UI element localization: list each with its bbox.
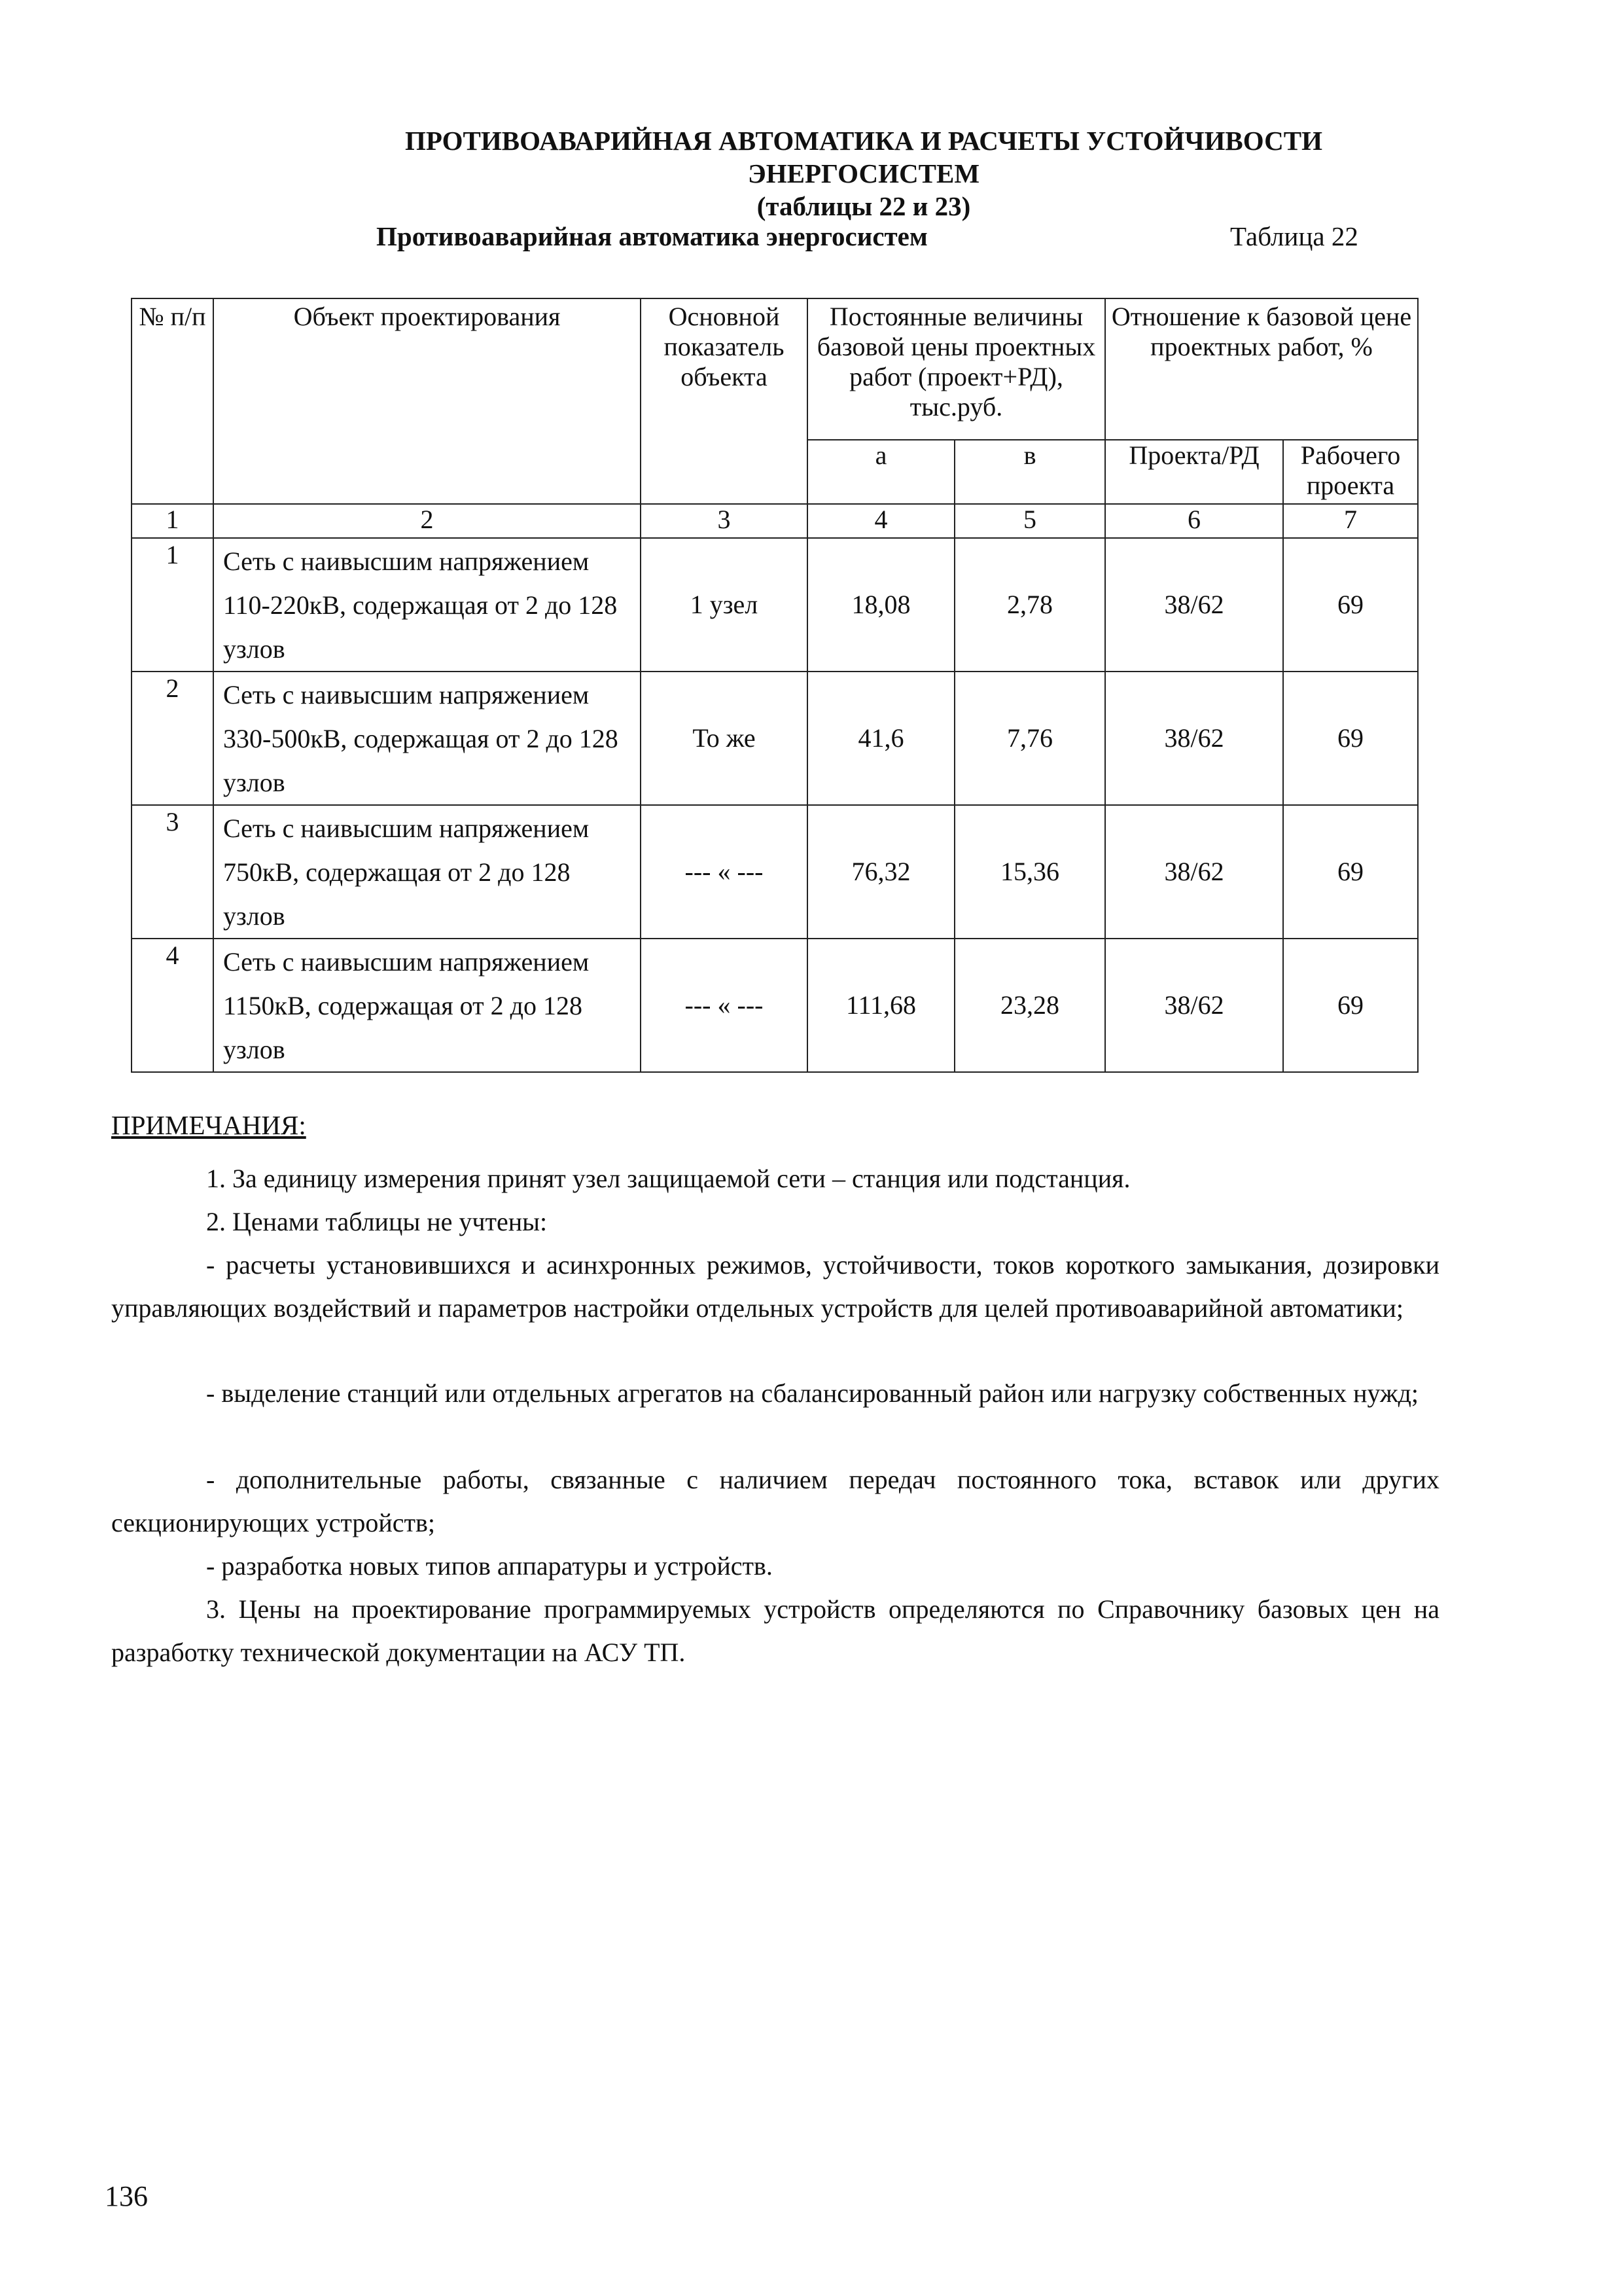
row-indicator: То же <box>641 672 807 805</box>
note-text: - разработка новых типов аппаратуры и устройств. <box>206 1551 773 1581</box>
row-a: 41,6 <box>807 672 955 805</box>
note-item <box>111 1200 1439 1244</box>
header-object: Объект проектирования <box>213 298 641 504</box>
row-ratio: 38/62 <box>1105 805 1283 939</box>
note-item <box>111 1157 1439 1200</box>
header-working: Рабочего проекта <box>1283 440 1418 504</box>
row-ratio: 38/62 <box>1105 672 1283 805</box>
price-table <box>131 298 1419 1073</box>
note-text: - дополнительные работы, связанные с наличием передач постоянного тока, вставок или других секционирующих устройств; <box>111 1465 1439 1537</box>
note-text: 1. За единицу измерения принят узел защищаемой сети – станция или подстанция. <box>206 1164 1131 1193</box>
col-number: 6 <box>1105 504 1283 538</box>
col-number: 4 <box>807 504 955 538</box>
notes-title: ПРИМЕЧАНИЯ: <box>111 1110 306 1140</box>
header-ratio: Отношение к базовой цене проектных работ, % <box>1105 298 1418 440</box>
row-ratio: 38/62 <box>1105 939 1283 1072</box>
header-indicator: Основной показатель объекта <box>641 298 807 504</box>
row-num: 4 <box>132 939 213 1072</box>
table-row <box>132 672 1418 805</box>
col-number: 1 <box>132 504 213 538</box>
row-working: 69 <box>1283 672 1418 805</box>
table-label: Таблица 22 <box>1230 221 1358 251</box>
row-object: Сеть с наивысшим напряжением 1150кВ, содержащая от 2 до 128 узлов <box>213 939 641 1072</box>
header-constants: Постоянные величины базовой цены проектных работ (проект+РД), тыс.руб. <box>807 298 1105 440</box>
document-title-line3: (таблицы 22 и 23) <box>756 191 971 221</box>
row-indicator: --- « --- <box>641 805 807 939</box>
col-number: 2 <box>213 504 641 538</box>
row-a: 111,68 <box>807 939 955 1072</box>
column-numbers-row <box>132 504 1418 538</box>
row-num: 3 <box>132 805 213 939</box>
note-item <box>111 1545 1439 1588</box>
row-a: 76,32 <box>807 805 955 939</box>
row-working: 69 <box>1283 805 1418 939</box>
table-row <box>132 538 1418 672</box>
row-object: Сеть с наивысшим напряжением 110-220кВ, содержащая от 2 до 128 узлов <box>213 538 641 672</box>
row-indicator: --- « --- <box>641 939 807 1072</box>
row-ratio: 38/62 <box>1105 538 1283 672</box>
note-text: 2. Ценами таблицы не учтены: <box>206 1207 548 1236</box>
note-text: - расчеты установившихся и асинхронных режимов, устойчивости, токов короткого замыкания, дозировки управляющих воздействий и параметров настройки отдельных устройств для целей противоаварийной автоматики; <box>111 1250 1439 1323</box>
table-header-row <box>132 298 1418 440</box>
row-a: 18,08 <box>807 538 955 672</box>
note-text: 3. Цены на проектирование программируемых устройств определяются по Справочнику базовых цен на разработку технической документации на АСУ ТП. <box>111 1594 1439 1667</box>
document-title: ПРОТИВОАВАРИЙНАЯ АВТОМАТИКА И РАСЧЕТЫ УСТОЙЧИВОСТИ <box>404 126 1323 156</box>
header-num: № п/п <box>132 298 213 504</box>
row-num: 2 <box>132 672 213 805</box>
row-b: 23,28 <box>955 939 1105 1072</box>
page-number: 136 <box>105 2180 148 2212</box>
header-b: в <box>955 440 1105 504</box>
note-item <box>111 1458 1439 1545</box>
document-title-line2: ЭНЕРГОСИСТЕМ <box>747 158 980 188</box>
row-indicator: 1 узел <box>641 538 807 672</box>
col-number: 7 <box>1283 504 1418 538</box>
header-a: а <box>807 440 955 504</box>
row-b: 2,78 <box>955 538 1105 672</box>
table-row <box>132 939 1418 1072</box>
row-num: 1 <box>132 538 213 672</box>
row-b: 7,76 <box>955 672 1105 805</box>
row-object: Сеть с наивысшим напряжением 750кВ, содержащая от 2 до 128 узлов <box>213 805 641 939</box>
row-object: Сеть с наивысшим напряжением 330-500кВ, содержащая от 2 до 128 узлов <box>213 672 641 805</box>
note-item <box>111 1372 1439 1415</box>
row-working: 69 <box>1283 538 1418 672</box>
col-number: 5 <box>955 504 1105 538</box>
note-item <box>111 1588 1439 1674</box>
row-working: 69 <box>1283 939 1418 1072</box>
note-item <box>111 1244 1439 1330</box>
header-project-rd: Проекта/РД <box>1105 440 1283 504</box>
row-b: 15,36 <box>955 805 1105 939</box>
col-number: 3 <box>641 504 807 538</box>
table-subtitle: Противоаварийная автоматика энергосистем <box>376 221 928 251</box>
note-text: - выделение станций или отдельных агрегатов на сбалансированный район или нагрузку собственных нужд; <box>206 1378 1419 1408</box>
table-row <box>132 805 1418 939</box>
